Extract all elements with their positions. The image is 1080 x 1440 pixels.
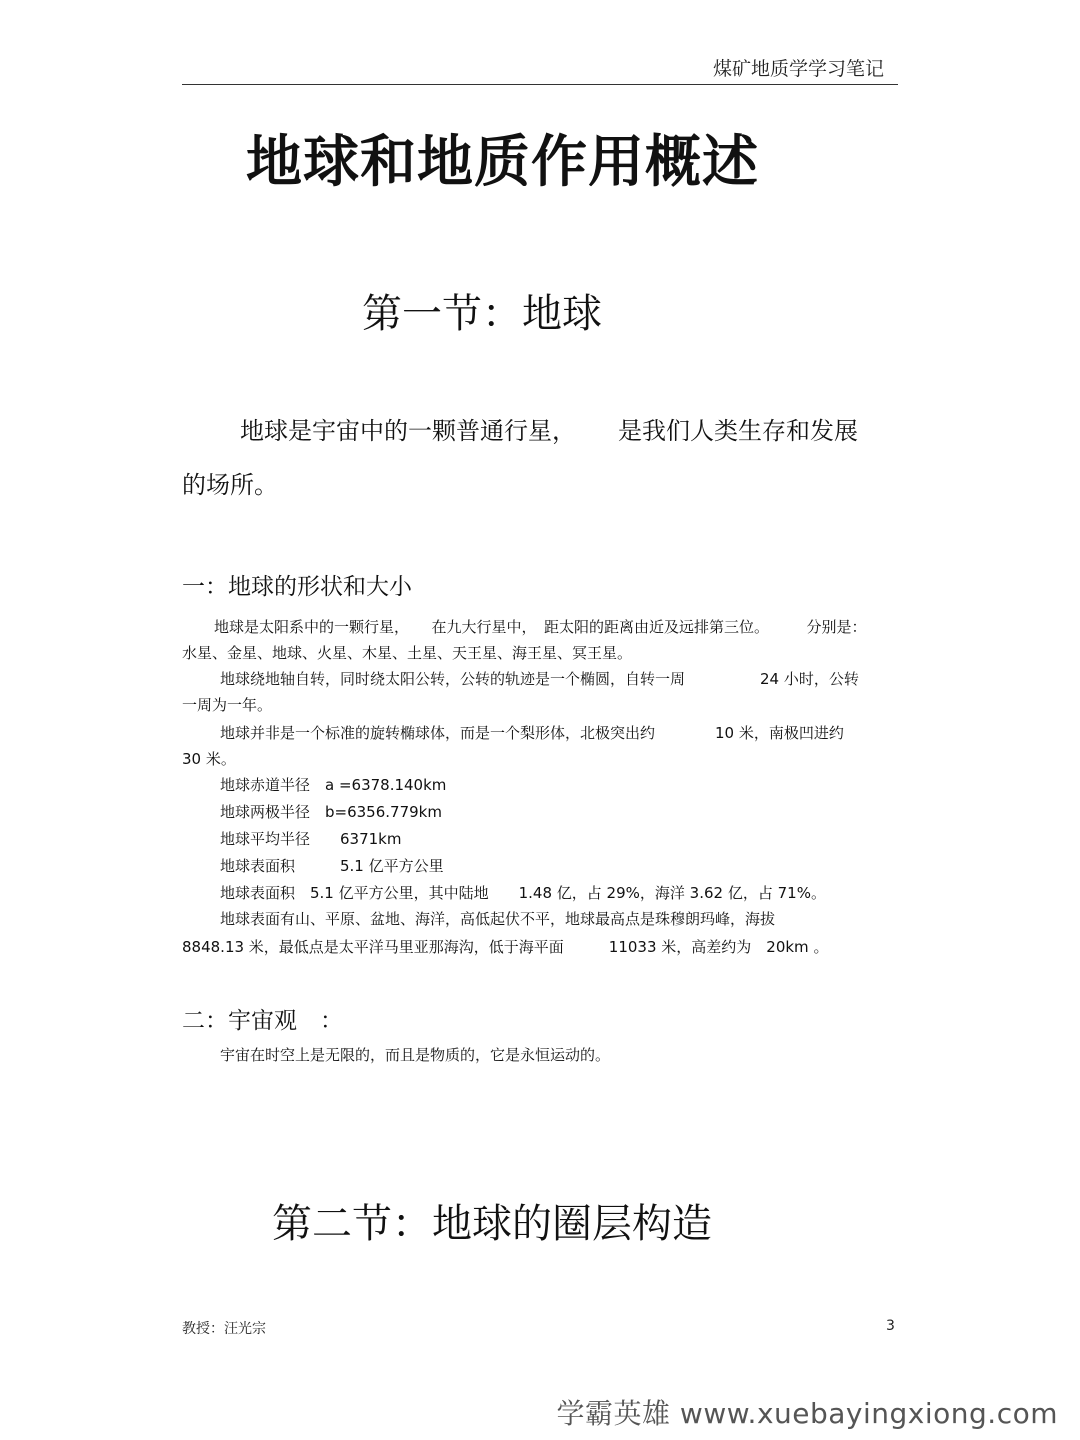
fact-line: 地球平均半径 6371km	[220, 830, 402, 848]
fact-line: 地球表面积 5.1 亿平方公里	[220, 857, 444, 875]
paragraph-line: 地球并非是一个标准的旋转椭球体，而是一个梨形体，北极突出约 10 米，南极凹进约	[220, 724, 844, 742]
paragraph-line: 地球是太阳系中的一颗行星， 在九大行星中， 距太阳的距离由近及远排第三位。 分别是：	[214, 618, 867, 636]
header-divider	[182, 84, 898, 85]
fact-line: 地球两极半径 b=6356.779km	[220, 803, 442, 821]
paragraph-line: 宇宙在时空上是无限的，而且是物质的，它是永恒运动的。	[220, 1046, 611, 1064]
section-1-intro	[182, 404, 898, 512]
paragraph-line: 8848.13 米，最低点是太平洋马里亚那海沟，低于海平面 11033 米，高差约为 20km 。	[182, 938, 829, 956]
fact-line: 地球表面积 5.1 亿平方公里，其中陆地 1.48 亿，占 29%，海洋 3.62 亿，占 71%。	[220, 884, 826, 902]
paragraph-line: 地球绕地轴自转，同时绕太阳公转，公转的轨迹是一个椭圆，自转一周 24 小时，公转	[220, 670, 859, 688]
document-title: 地球和地质作用概述	[246, 130, 759, 195]
watermark: 学霸英雄 www.xuebayingxiong.com	[556, 1397, 1058, 1430]
section-1-heading: 第一节：地球	[362, 291, 602, 337]
fact-line: 地球赤道半径 a =6378.140km	[220, 776, 447, 794]
footer-author: 教授：汪光宗	[182, 1321, 266, 1337]
footer-page-number: 3	[886, 1318, 895, 1334]
intro-text-line-2: 的场所。	[182, 471, 278, 499]
section-2-heading: 第二节：地球的圈层构造	[272, 1201, 712, 1247]
subsection-2-heading: 二：宇宙观 ：	[182, 1008, 343, 1034]
subsection-1-heading: 一：地球的形状和大小	[182, 574, 412, 600]
paragraph-line: 30 米。	[182, 750, 236, 768]
paragraph-line: 一周为一年。	[182, 696, 273, 714]
intro-text-part-1: 地球是宇宙中的一颗普通行星，	[240, 417, 576, 445]
paragraph-line: 地球表面有山、平原、盆地、海洋，高低起伏不平，地球最高点是珠穆朗玛峰，海拔	[220, 910, 776, 928]
intro-text-part-2: 是我们人类生存和发展	[618, 417, 858, 445]
header-title: 煤矿地质学学习笔记	[712, 58, 884, 80]
paragraph-line: 水星、金星、地球、火星、木星、土星、天王星、海王星、冥王星。	[182, 644, 633, 662]
